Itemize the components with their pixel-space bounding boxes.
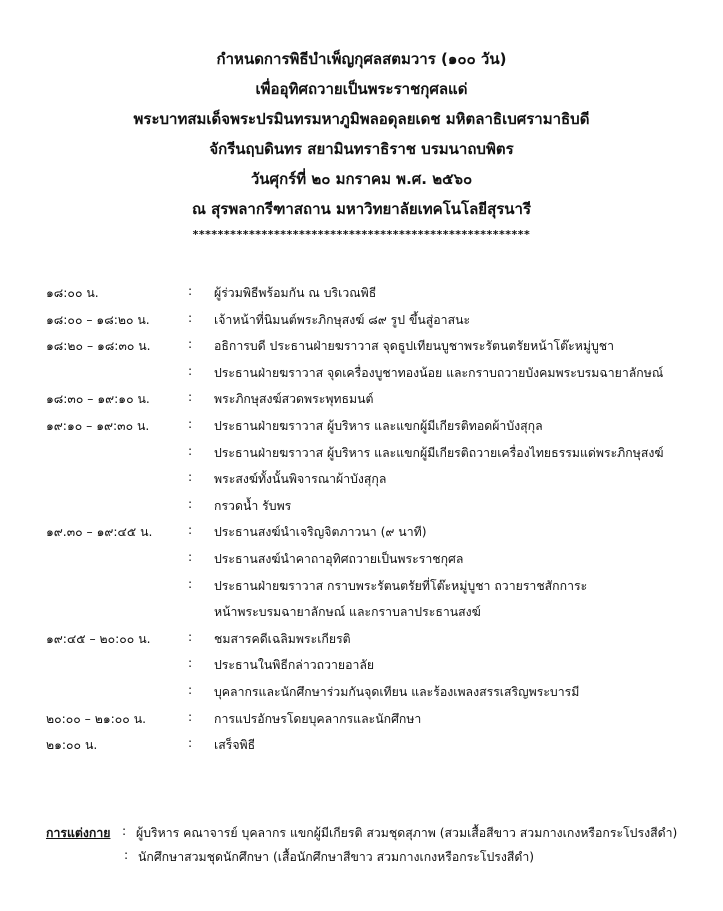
schedule-description: พระภิกษุสงฆ์สวดพระพุทธมนต์ (214, 392, 374, 407)
schedule-row (46, 307, 706, 334)
schedule-row (46, 652, 706, 679)
schedule-time: ๑๘:๐๐ – ๑๘:๒๐ น. (46, 312, 150, 327)
schedule-colon: : (188, 656, 193, 671)
schedule-row (46, 466, 706, 493)
schedule-colon: : (188, 549, 193, 564)
header-title: กำหนดการพิธีบำเพ็ญกุศลสตมวาร (๑๐๐ วัน) (216, 50, 507, 68)
document-header (0, 44, 723, 244)
schedule-colon: : (188, 416, 193, 431)
header-divider: ****************************************************** (192, 228, 531, 241)
schedule-row (46, 493, 706, 520)
schedule-row (46, 440, 706, 467)
schedule-colon: : (188, 284, 193, 298)
dress-code-row (46, 822, 706, 846)
schedule-colon: : (188, 470, 193, 485)
schedule-time: ๑๘:๐๐ น. (46, 286, 99, 300)
header-royal-title: จักรีนฤบดินทร สยามินทราธิราช บรมนาถบพิตร (209, 140, 514, 158)
schedule-colon: : (188, 523, 193, 538)
schedule-description: เสร็จพิธี (214, 738, 256, 753)
dress-code-colon: : (124, 848, 129, 862)
schedule-colon: : (188, 682, 193, 697)
schedule-list (46, 280, 706, 759)
schedule-colon: : (188, 629, 193, 644)
header-date: วันศุกร์ที่ ๒๐ มกราคม พ.ศ. ๒๕๖๐ (250, 170, 473, 188)
schedule-description: เจ้าหน้าที่นิมนต์พระภิกษุสงฆ์ ๘๙ รูป ขึ้นสู่อาสนะ (214, 312, 471, 327)
schedule-description: พระสงฆ์ทั้งนั้นพิจารณาผ้าบังสุกุล (214, 472, 387, 487)
schedule-row (46, 732, 706, 759)
schedule-colon: : (188, 337, 193, 352)
schedule-colon: : (188, 443, 193, 458)
schedule-row (46, 360, 706, 387)
schedule-row (46, 573, 706, 600)
schedule-description: ประธานสงฆ์นำเจริญจิตภาวนา (๙ นาที) (214, 525, 427, 540)
schedule-description: หน้าพระบรมฉายาลักษณ์ และกราบลาประธานสงฆ์ (214, 605, 481, 620)
schedule-colon: : (188, 496, 193, 511)
schedule-row (46, 599, 706, 626)
schedule-row (46, 546, 706, 573)
schedule-time: ๑๘:๒๐ – ๑๘:๓๐ น. (46, 339, 151, 354)
schedule-row (46, 386, 706, 413)
schedule-description: ชมสารคดีเฉลิมพระเกียรติ (214, 631, 351, 646)
dress-code-row (46, 846, 706, 870)
schedule-row (46, 333, 706, 360)
schedule-description: กรวดน้ำ รับพร (214, 498, 292, 513)
schedule-description: ประธานฝ่ายฆราวาส ผู้บริหาร และแขกผู้มีเกียรติทอดผ้าบังสุกุล (214, 418, 543, 433)
schedule-row (46, 706, 706, 733)
schedule-description: ประธานฝ่ายฆราวาส จุดเครื่องบูชาทองน้อย และกราบถวายบังคมพระบรมฉายาลักษณ์ (214, 365, 664, 380)
header-royal-name: พระบาทสมเด็จพระปรมินทรมหาภูมิพลอดุลยเดช มหิตลาธิเบศรามาธิบดี (133, 110, 590, 128)
dress-code-students: นักศึกษาสวมชุดนักศึกษา (เสื้อนักศึกษาสีขาว สวมกางเกงหรือกระโปรงสีดำ) (138, 850, 535, 864)
schedule-colon: : (188, 363, 193, 378)
dress-code-section (46, 822, 706, 870)
dress-code-label: การแต่งกาย (46, 826, 111, 840)
schedule-description: ประธานสงฆ์นำคาถาอุทิศถวายเป็นพระราชกุศล (214, 551, 464, 566)
schedule-colon: : (188, 310, 193, 325)
schedule-time: ๑๘:๓๐ – ๑๙:๑๐ น. (46, 392, 150, 407)
schedule-description: ประธานในพิธีกล่าวถวายอาลัย (214, 658, 375, 673)
schedule-colon: : (188, 709, 193, 724)
schedule-row (46, 679, 706, 706)
schedule-time: ๑๙.๓๐ – ๑๙:๔๕ น. (46, 525, 153, 540)
schedule-description: อธิการบดี ประธานฝ่ายฆราวาส จุดธูปเทียนบูชาพระรัตนตรัยหน้าโต๊ะหมู่บูชา (214, 339, 615, 354)
schedule-time: ๑๙:๑๐ – ๑๙:๓๐ น. (46, 418, 150, 433)
schedule-description: ประธานฝ่ายฆราวาส ผู้บริหาร และแขกผู้มีเกียรติถวายเครื่องไทยธรรมแด่พระภิกษุสงฆ์ (214, 445, 664, 460)
schedule-row (46, 519, 706, 546)
schedule-description: ผู้ร่วมพิธีพร้อมกัน ณ บริเวณพิธี (214, 286, 377, 300)
schedule-row (46, 626, 706, 653)
schedule-colon: : (188, 390, 193, 405)
schedule-row (46, 280, 706, 307)
schedule-colon: : (188, 736, 193, 751)
dress-code-staff: ผู้บริหาร คณาจารย์ บุคลากร แขกผู้มีเกียรติ สวมชุดสุภาพ (สวมเสื้อสีขาว สวมกางเกงหรือกระโปรงสีดำ) (136, 826, 678, 840)
schedule-description: ประธานฝ่ายฆราวาส กราบพระรัตนตรัยที่โต๊ะหมู่บูชา ถวายราชสักการะ (214, 578, 588, 593)
schedule-row (46, 413, 706, 440)
header-venue: ณ สุรพลากรีฑาสถาน มหาวิทยาลัยเทคโนโลยีสุรนารี (191, 200, 532, 218)
schedule-time: ๒๑:๐๐ น. (46, 738, 98, 753)
schedule-description: บุคลากรและนักศึกษาร่วมกันจุดเทียน และร้องเพลงสรรเสริญพระบารมี (214, 684, 580, 699)
header-dedication: เพื่ออุทิศถวายเป็นพระราชกุศลแด่ (255, 80, 468, 98)
schedule-time: ๒๐:๐๐ – ๒๑:๐๐ น. (46, 711, 147, 726)
schedule-description: การแปรอักษรโดยบุคลากรและนักศึกษา (214, 711, 422, 726)
dress-code-colon: : (122, 824, 127, 838)
schedule-time: ๑๙:๔๕ – ๒๐:๐๐ น. (46, 631, 151, 646)
schedule-colon: : (188, 576, 193, 591)
